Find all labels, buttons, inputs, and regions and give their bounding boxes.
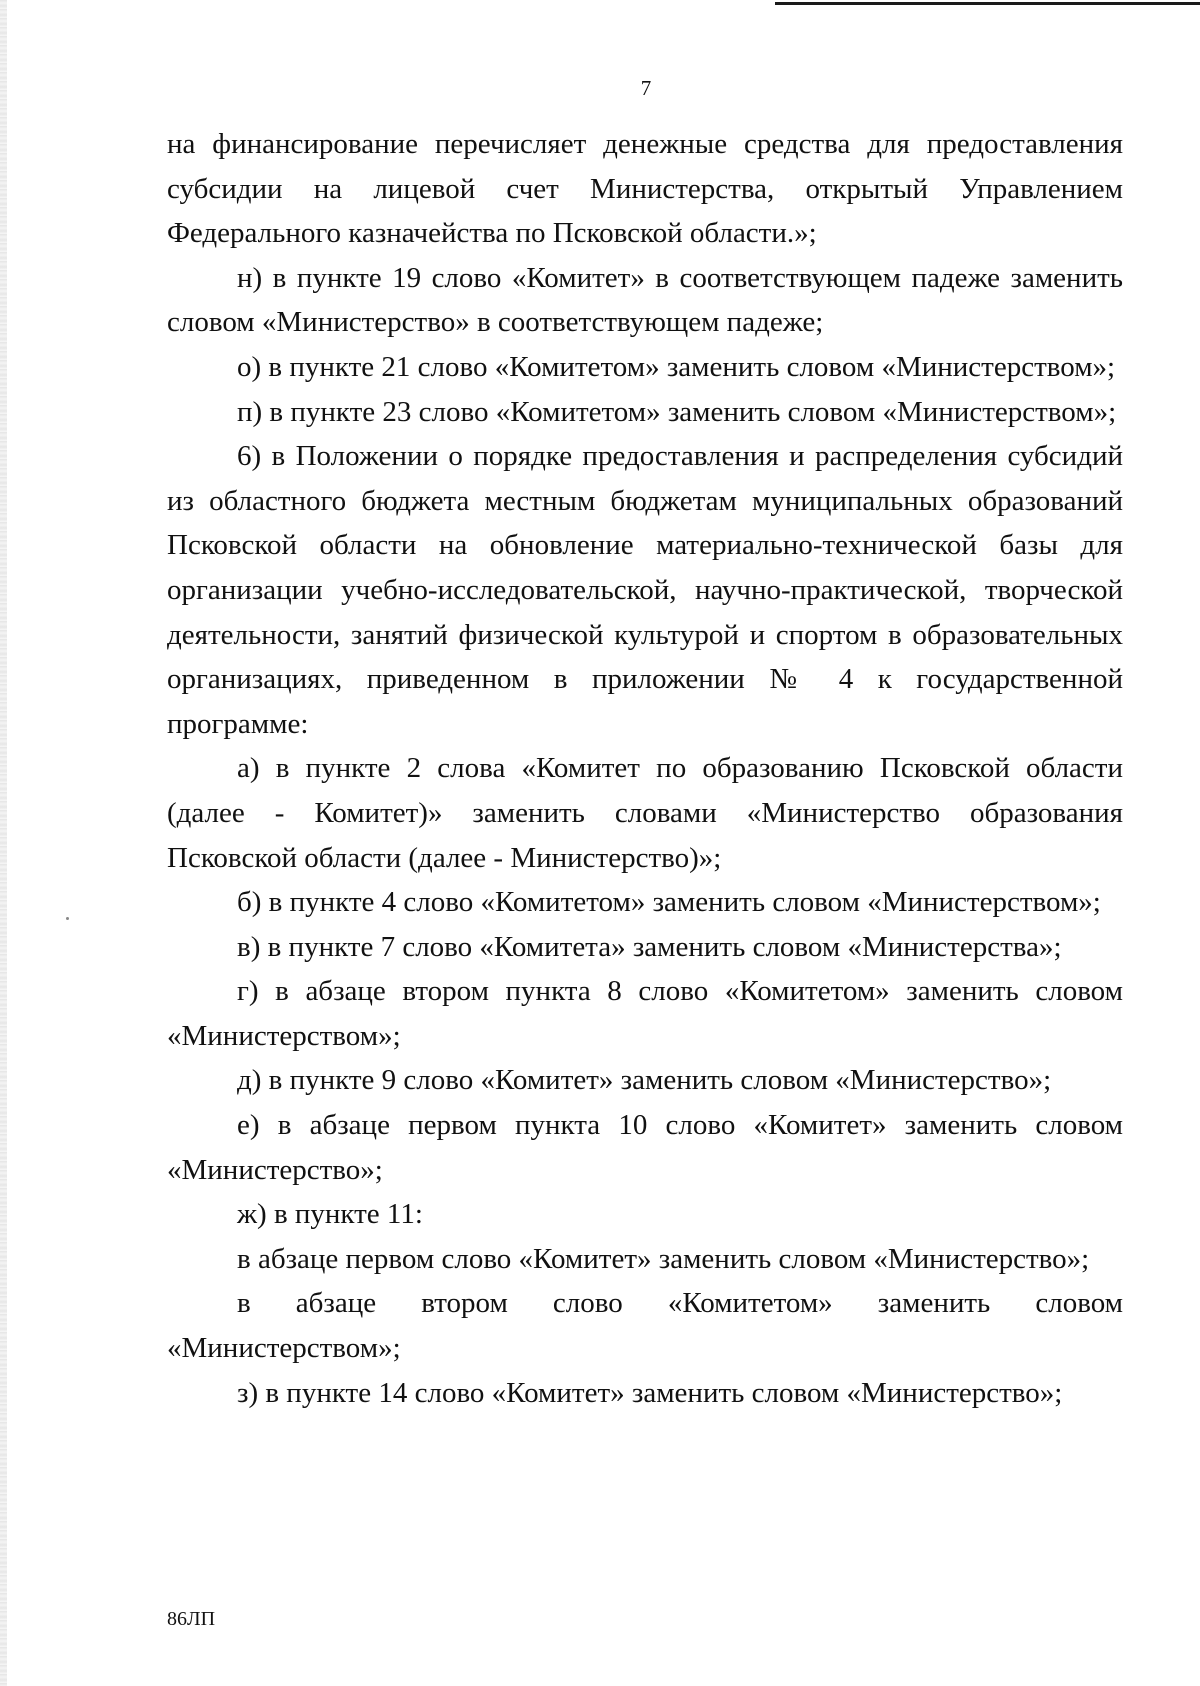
paragraph: п) в пункте 23 слово «Комитетом» заменить словом «Министерством»; — [237, 395, 1117, 428]
paragraph: з) в пункте 14 слово «Комитет» заменить словом «Министерство»; — [237, 1376, 1063, 1409]
paragraph: д) в пункте 9 слово «Комитет» заменить словом «Министерство»; — [237, 1064, 1052, 1097]
scan-speck — [66, 917, 69, 920]
document-body — [167, 122, 1123, 1415]
paragraph: а) в пункте 2 слова «Комитет по образованию Псковской области (далее - Комитет)» заменить словами «Министерство образования Псковской области (далее - Министерство)»; — [167, 752, 1123, 874]
top-rule — [775, 2, 1200, 5]
paragraph: ж) в пункте 11: — [237, 1198, 423, 1231]
paragraph: в абзаце втором слово «Комитетом» заменить словом «Министерством»; — [167, 1287, 1123, 1365]
paragraph: г) в абзаце втором пункта 8 слово «Комитетом» заменить словом «Министерством»; — [167, 975, 1123, 1052]
paragraph: в) в пункте 7 слово «Комитета» заменить словом «Министерства»; — [237, 930, 1062, 963]
paragraph: е) в абзаце первом пункта 10 слово «Комитет» заменить словом «Министерство»; — [167, 1109, 1123, 1186]
paragraph: на финансирование перечисляет денежные средства для предоставления субсидии на лицевой счет Министерства, открытый Управлением Федерального казначейства по Псковской области.»; — [167, 128, 1123, 250]
paragraph: 6) в Положении о порядке предоставления и распределения субсидий из областного бюджета местным бюджетам муниципальных образований Псковской области на обновление материально-технической базы для организации учебно-исследовательской, научно-практической, творческой деятельности, занятий физической культурой и спортом в образовательных организациях, приведенном в приложении № 4 к государственной программе: — [167, 440, 1123, 740]
paragraph: в абзаце первом слово «Комитет» заменить словом «Министерство»; — [237, 1242, 1090, 1275]
paragraph: о) в пункте 21 слово «Комитетом» заменить словом «Министерством»; — [237, 350, 1116, 383]
document-code: 86ЛП — [167, 1608, 216, 1630]
paragraph: н) в пункте 19 слово «Комитет» в соответствующем падеже заменить словом «Министерство» в соответствующем падеже; — [167, 261, 1123, 339]
paragraph: б) в пункте 4 слово «Комитетом» заменить словом «Министерством»; — [237, 886, 1101, 919]
scan-edge — [0, 0, 7, 1686]
page-number: 7 — [640, 76, 652, 100]
